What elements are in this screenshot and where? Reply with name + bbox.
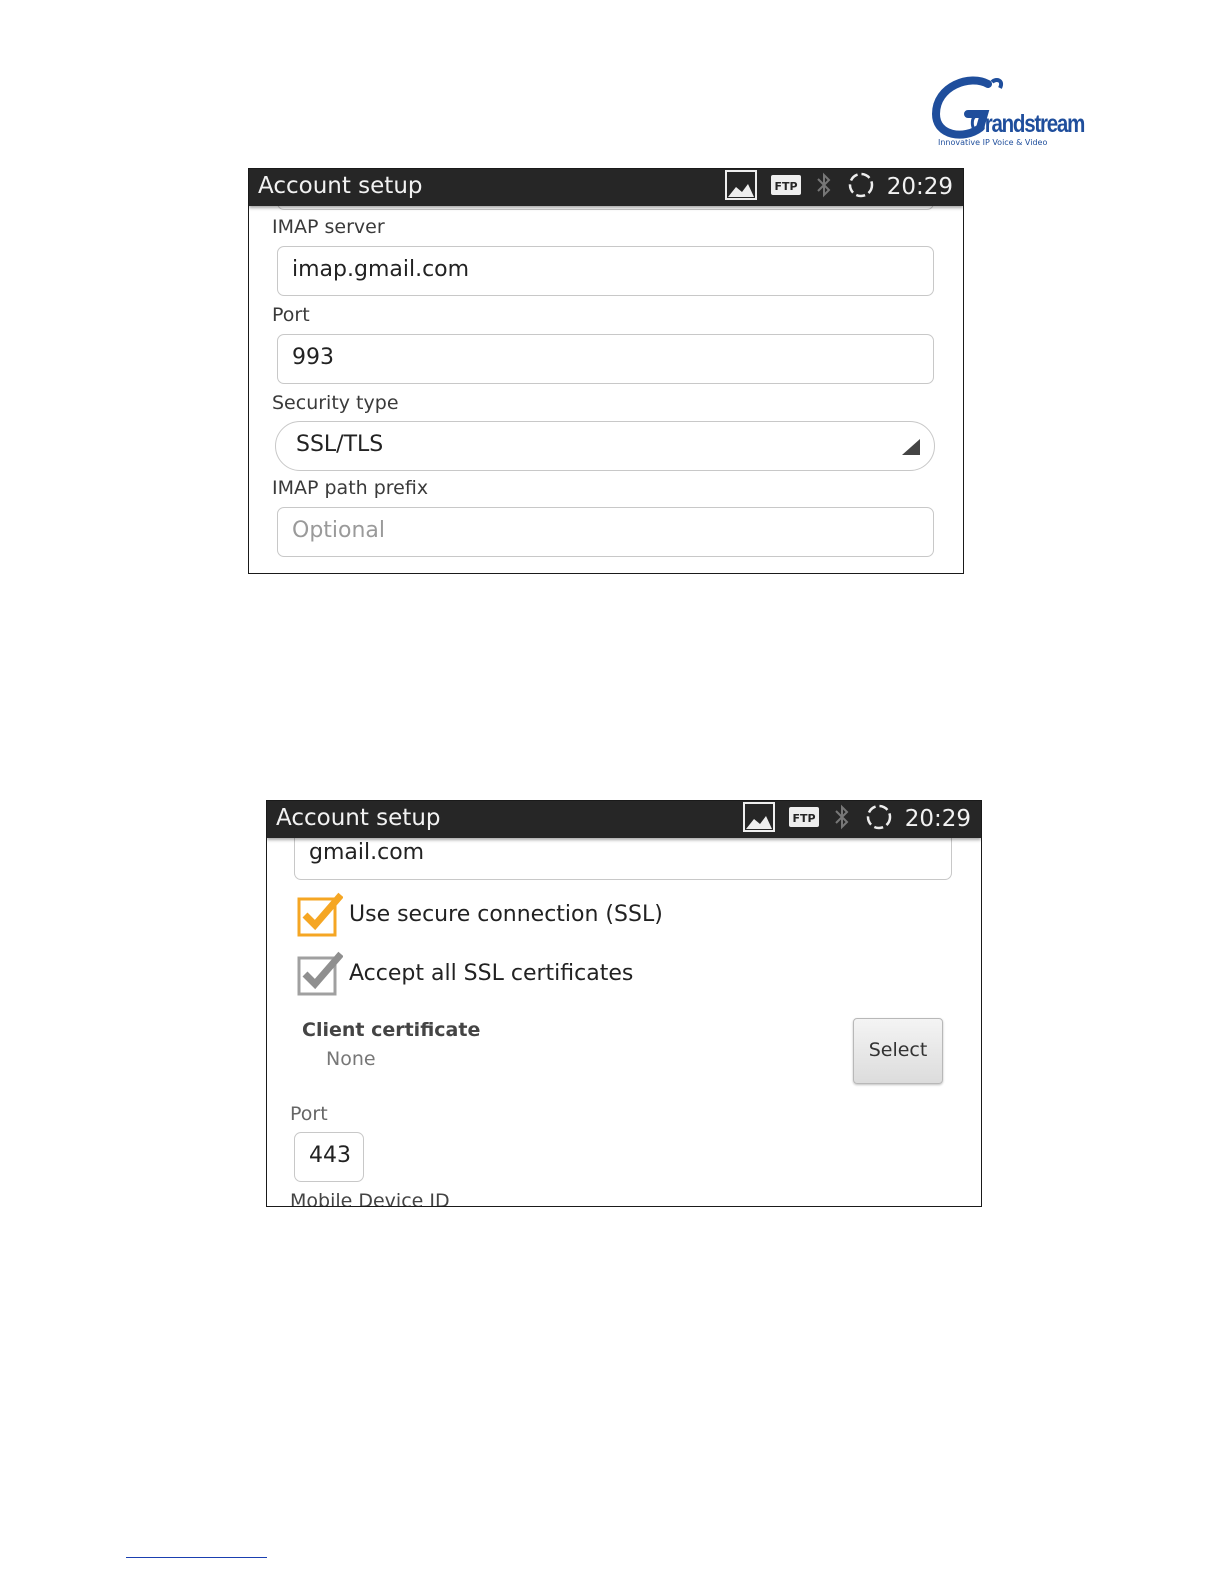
grandstream-logo xyxy=(930,76,1085,152)
sync-icon xyxy=(847,171,875,203)
accept-ssl-checkbox[interactable] xyxy=(297,950,343,996)
logo-wordmark: Grandstream xyxy=(970,110,1085,138)
security-type-value: SSL/TLS xyxy=(296,432,384,457)
bluetooth-icon xyxy=(833,804,851,834)
imap-path-prefix-label: IMAP path prefix xyxy=(272,477,429,499)
status-bar xyxy=(249,169,963,206)
account-setup-screen-exchange xyxy=(266,800,982,1207)
sync-icon xyxy=(865,803,893,835)
port-input[interactable]: 993 xyxy=(277,334,934,384)
port-label: Port xyxy=(290,1103,328,1125)
gallery-icon xyxy=(725,170,757,204)
accept-ssl-checkbox-row[interactable] xyxy=(297,950,633,996)
client-certificate-title: Client certificate xyxy=(302,1019,481,1041)
imap-server-label: IMAP server xyxy=(272,216,385,238)
accept-ssl-label: Accept all SSL certificates xyxy=(349,960,634,986)
ftp-icon xyxy=(771,174,801,200)
use-ssl-label: Use secure connection (SSL) xyxy=(349,901,663,927)
dropdown-arrow-icon xyxy=(902,439,920,455)
select-certificate-button[interactable]: Select xyxy=(853,1018,943,1084)
gallery-icon xyxy=(743,802,775,836)
checked-orange-icon xyxy=(297,891,343,937)
use-ssl-checkbox[interactable] xyxy=(297,891,343,937)
logo-tagline: Innovative IP Voice & Video xyxy=(938,138,1048,147)
mobile-device-id-label: Mobile Device ID xyxy=(290,1190,450,1207)
imap-path-prefix-input[interactable]: Optional xyxy=(277,507,934,557)
imap-server-input[interactable]: imap.gmail.com xyxy=(277,246,934,296)
ftp-badge-text: FTP xyxy=(774,180,798,193)
security-type-dropdown[interactable] xyxy=(275,421,935,471)
port-label: Port xyxy=(272,304,310,326)
domain-value: gmail.com xyxy=(309,840,425,865)
domain-input[interactable] xyxy=(294,831,952,880)
bluetooth-icon xyxy=(815,172,833,202)
account-setup-screen-imap xyxy=(248,168,964,574)
clock: 20:29 xyxy=(904,806,971,832)
screen-title: Account setup xyxy=(258,173,423,199)
use-ssl-checkbox-row[interactable] xyxy=(297,891,663,937)
checked-grey-icon xyxy=(297,950,343,996)
screen-title: Account setup xyxy=(276,805,441,831)
security-type-label: Security type xyxy=(272,392,399,414)
ftp-badge-text: FTP xyxy=(792,812,816,825)
status-bar xyxy=(267,801,981,838)
footnote-separator xyxy=(126,1557,267,1558)
ftp-icon xyxy=(789,806,819,832)
port-input[interactable]: 443 xyxy=(294,1132,364,1182)
client-certificate-value: None xyxy=(326,1048,376,1070)
clock: 20:29 xyxy=(886,174,953,200)
